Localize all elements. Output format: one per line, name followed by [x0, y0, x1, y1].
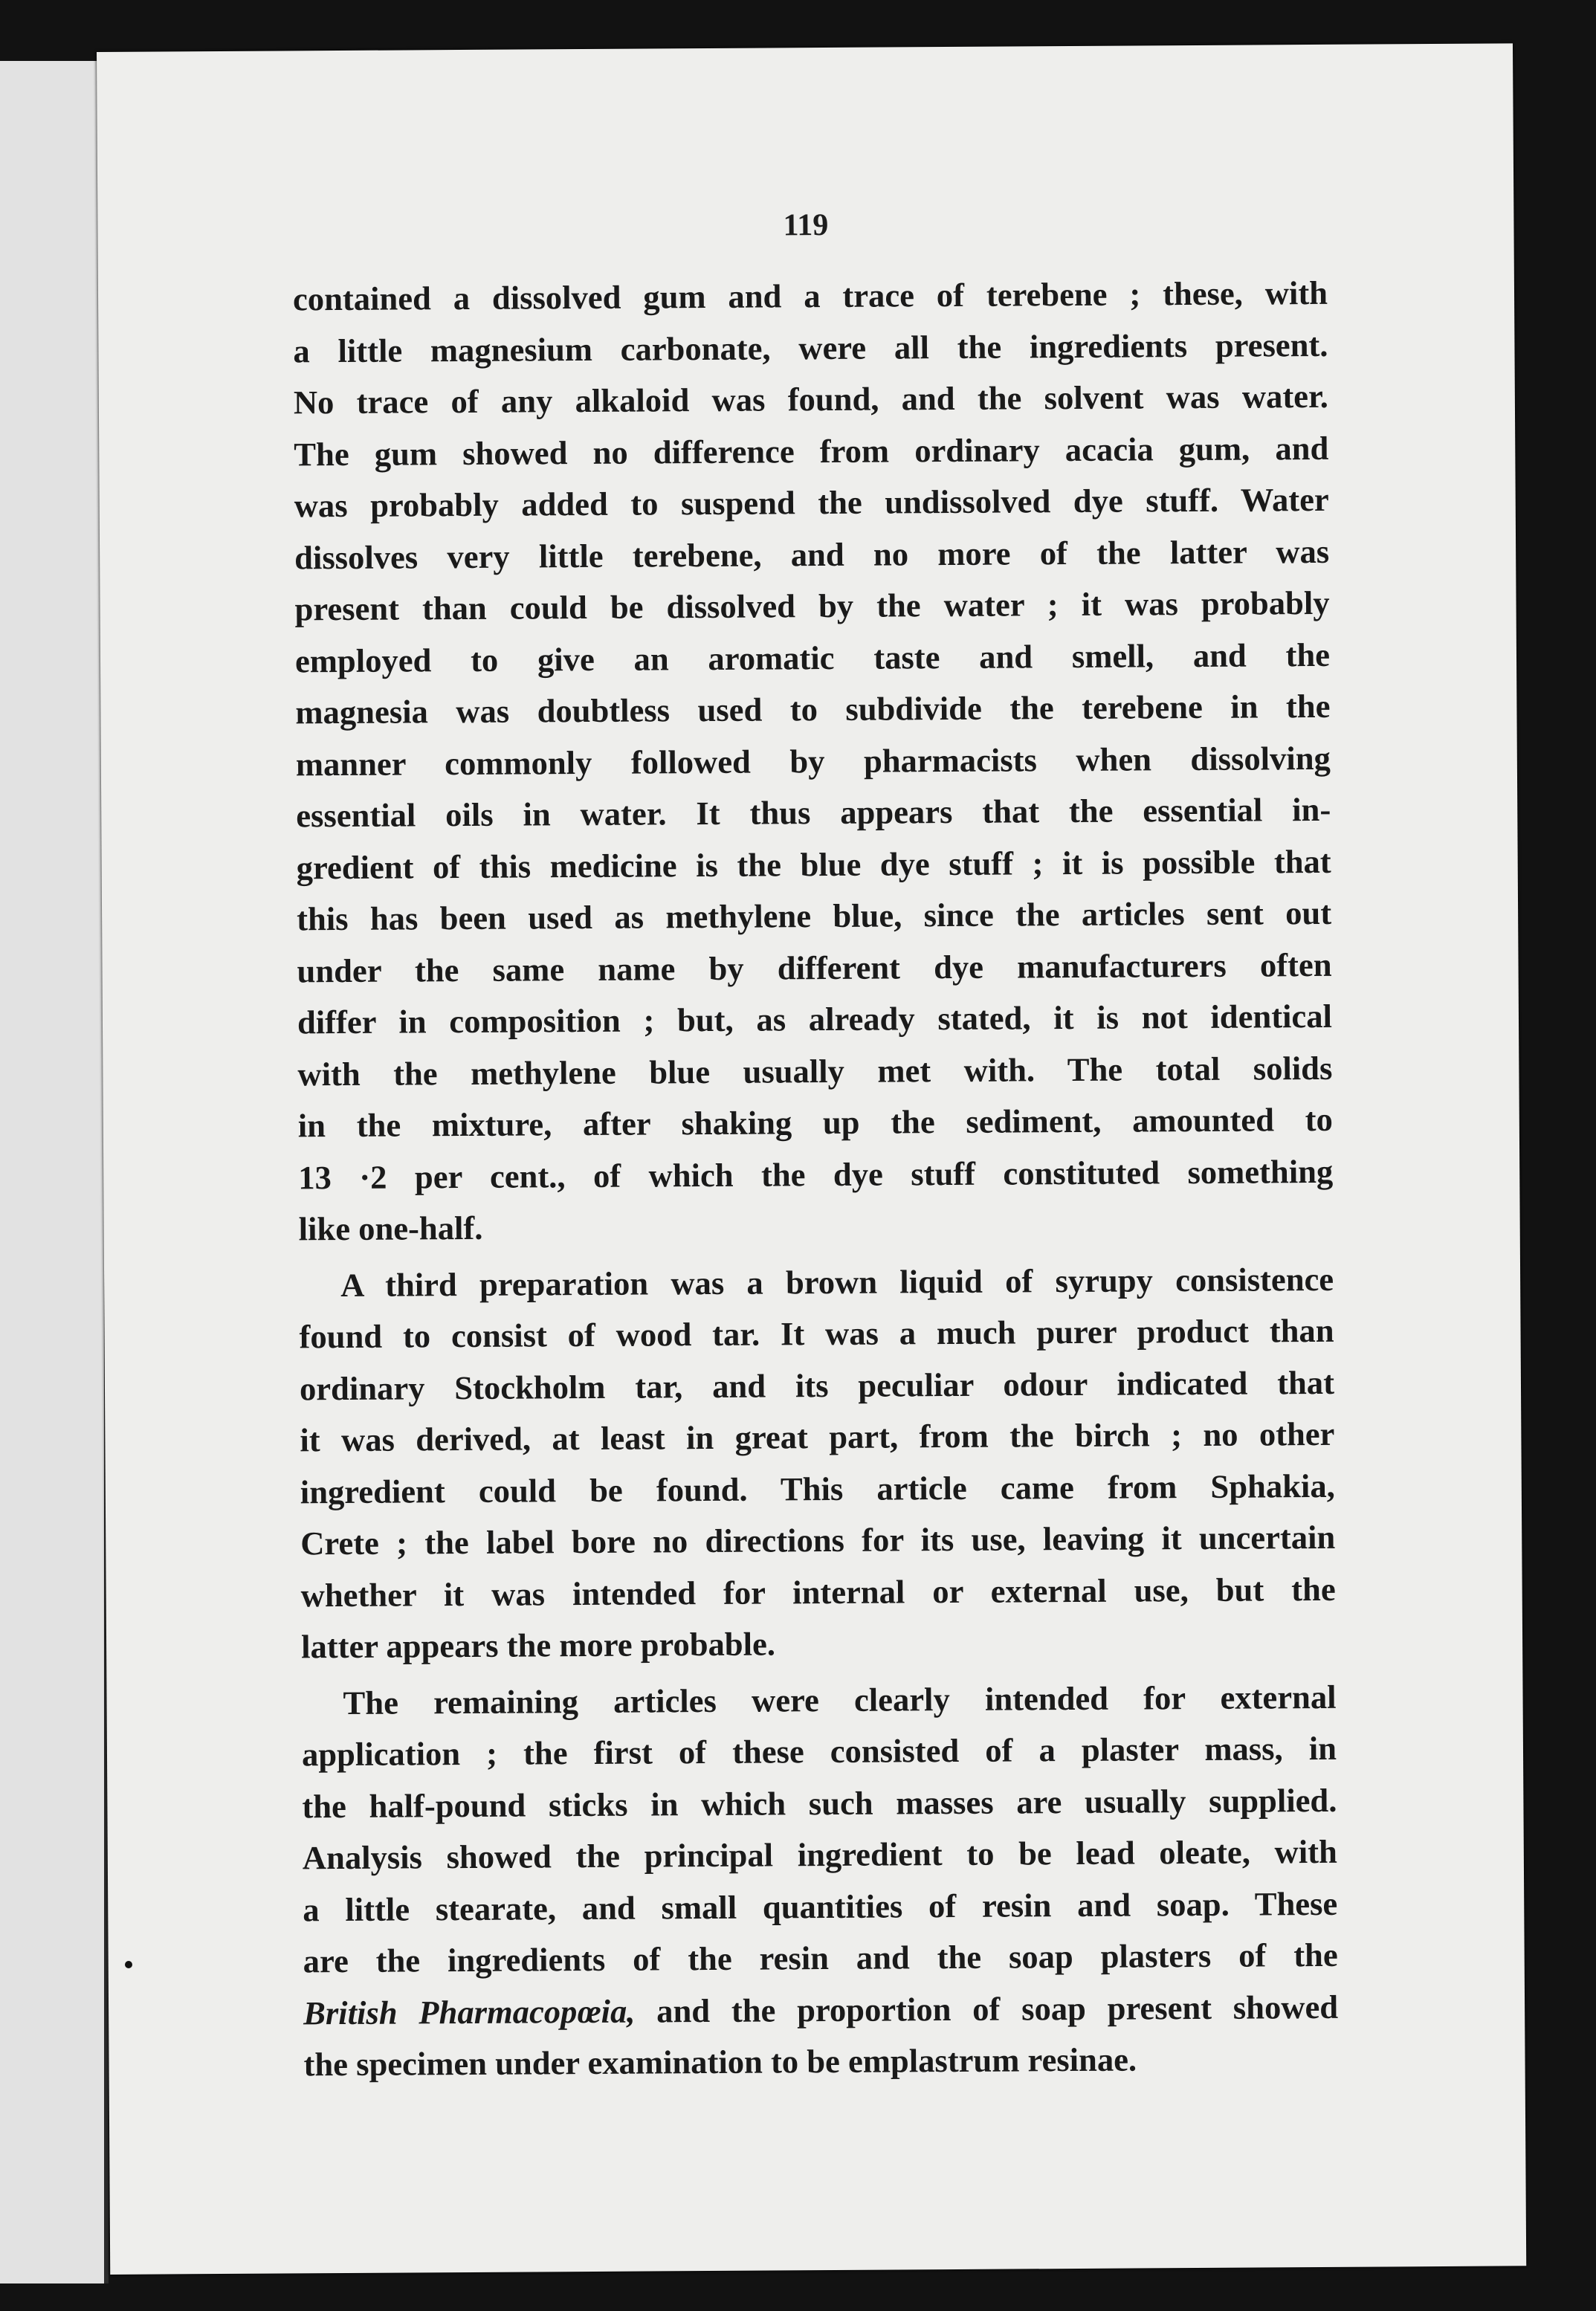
text-line: was probably added to suspend the undissolved dye stuff. Water	[294, 480, 1329, 525]
text-line: the half-pound sticks in which such masses are usually supplied.	[302, 1781, 1337, 1825]
text-line: dissolves very little terebene, and no more of the latter was	[294, 532, 1330, 576]
text-line: the specimen under examination to be emplastrum resinae.	[303, 2040, 1137, 2084]
text-line: it was derived, at least in great part, from the birch ; no other	[300, 1415, 1335, 1459]
text-line: A third preparation was a brown liquid of syrupy consistence	[340, 1260, 1334, 1304]
page-number: 119	[783, 207, 829, 243]
paragraph	[293, 268, 1334, 1255]
text-line: manner commonly followed by pharmacists when dissolving	[295, 739, 1331, 783]
text-line: magnesia was doubtless used to subdivide the terebene in the	[295, 687, 1331, 731]
paragraph	[299, 1253, 1336, 1672]
body-text	[293, 268, 1339, 2091]
text-line: are the ingredients of the resin and the soap plasters of the	[303, 1936, 1338, 1980]
text-line: gredient of this medicine is the blue dye stuff ; it is possible that	[296, 842, 1331, 886]
paragraph-lines	[301, 1671, 1338, 1987]
text-line: this has been used as methylene blue, since the articles sent out	[296, 893, 1332, 938]
text-line: application ; the first of these consisted of a plaster mass, in	[301, 1729, 1337, 1774]
text-line: No trace of any alkaloid was found, and the solvent was water.	[293, 377, 1329, 421]
book-page	[97, 43, 1526, 2275]
text-line: 13 ·2 per cent., of which the dye stuff constituted something	[298, 1152, 1334, 1196]
text-line: Analysis showed the principal ingredient to be lead oleate, with	[302, 1832, 1337, 1877]
text-line	[303, 1981, 1338, 2039]
text-line: found to consist of wood tar. It was a much purer product than	[299, 1311, 1334, 1356]
italic-title: British Pharmacopœia,	[303, 1992, 636, 2032]
text-line: in the mixture, after shaking up the sediment, amounted to	[297, 1100, 1333, 1145]
text-line: employed to give an aromatic taste and smell, and the	[294, 636, 1331, 679]
text-line: whether it was intended for internal or external use, but the	[300, 1570, 1336, 1614]
margin-mark	[125, 1961, 132, 1968]
text-line: like one-half.	[298, 1209, 483, 1248]
text-line: The remaining articles were clearly intended for external	[343, 1678, 1337, 1722]
text-line: essential oils in water. It thus appears that the essential in-	[296, 790, 1331, 835]
text-line: under the same name by different dye manufacturers often	[297, 946, 1332, 989]
text-line: contained a dissolved gum and a trace of terebene ; these, with	[292, 274, 1328, 318]
text-line: differ in composition ; but, as already stated, it is not identical	[297, 997, 1333, 1041]
text-line: a little magnesium carbonate, were all the ingredients present.	[293, 326, 1328, 369]
text-line-rest: and the proportion of soap present showed	[635, 1988, 1339, 2030]
text-line: The gum showed no difference from ordinary acacia gum, and	[294, 429, 1329, 473]
text-line: ingredient could be found. This article came from Sphakia,	[300, 1467, 1335, 1510]
text-line: a little stearate, and small quantities of resin and soap. These	[303, 1884, 1338, 1928]
facing-page-edge	[0, 61, 109, 2283]
text-line: Crete ; the label bore no directions for its use, leaving it uncertain	[300, 1518, 1336, 1562]
text-line: present than could be dissolved by the water ; it was probably	[294, 584, 1330, 628]
text-line: with the methylene blue usually met with. The total solids	[297, 1049, 1333, 1093]
text-line: latter appears the more probable.	[300, 1625, 776, 1666]
text-line: ordinary Stockholm tar, and its peculiar odour indicated that	[299, 1363, 1335, 1407]
paragraph	[301, 1671, 1338, 2090]
